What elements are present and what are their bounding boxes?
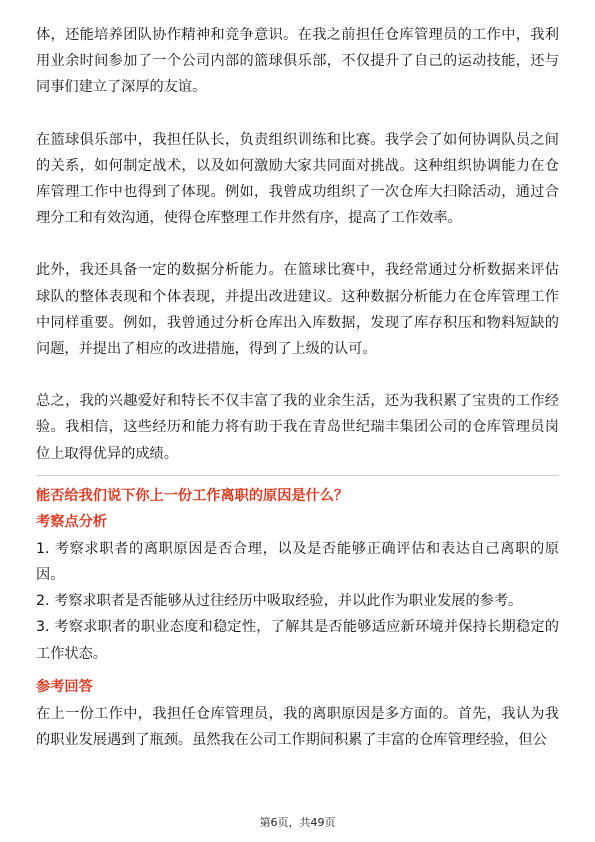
analysis-item-2: 2. 考察求职者是否能够从过往经历中吸取经验，并以此作为职业发展的参考。 bbox=[36, 593, 523, 610]
document-page bbox=[36, 22, 559, 753]
body-paragraph-1: 体，还能培养团队协作精神和竞争意识。在我之前担任仓库管理员的工作中，我利用业余时间参加了一个公司内部的篮球俱乐部，不仅提升了自己的运动技能，还与同事们建立了深厚的友谊。 bbox=[36, 27, 559, 96]
body-paragraph-4: 总之，我的兴趣爱好和特长不仅丰富了我的业余生活，还为我积累了宝贵的工作经验。我相信，这些经历和能力将有助于我在青岛世纪瑞丰集团公司的仓库管理员岗位上取得优异的成绩。 bbox=[36, 393, 559, 462]
body-paragraph-2: 在篮球俱乐部中，我担任队长，负责组织训练和比赛。我学会了如何协调队员之间的关系，如何制定战术，以及如何激励大家共同面对挑战。这种组织协调能力在仓库管理工作中也得到了体现。例如，我曾成功组织了一次仓库大扫除活动，通过合理分工和有效沟通，使得仓库整理工作井然有序，提高了工作效率。 bbox=[36, 131, 559, 227]
interview-question: 能否给我们说下你上一份工作离职的原因是什么？ bbox=[36, 487, 349, 504]
analysis-title: 考察点分析 bbox=[36, 513, 107, 530]
paragraph-gap bbox=[36, 362, 559, 388]
answer-title: 参考回答 bbox=[36, 678, 93, 695]
analysis-item-1: 1. 考察求职者的离职原因是否合理，以及是否能够正确评估和表达自己离职的原因。 bbox=[36, 540, 559, 584]
section-gap bbox=[36, 667, 559, 673]
paragraph-gap bbox=[36, 101, 559, 127]
section-divider bbox=[36, 475, 559, 476]
page-number: 第6页，共49页 bbox=[259, 816, 336, 829]
answer-text: 在上一份工作中，我担任仓库管理员，我的离职原因是多方面的。首先，我认为我的职业发展遇到了瓶颈。虽然我在公司工作期间积累了丰富的仓库管理经验，但公 bbox=[36, 705, 559, 749]
paragraph-gap bbox=[36, 231, 559, 257]
body-paragraph-3: 此外，我还具备一定的数据分析能力。在篮球比赛中，我经常通过分析数据来评估球队的整体表现和个体表现，并提出改进建议。这种数据分析能力在仓库管理工作中同样重要。例如，我曾通过分析仓库出入库数据，发现了库存积压和物料短缺的问题，并提出了相应的改进措施，得到了上级的认可。 bbox=[36, 262, 559, 358]
analysis-item-3: 3. 考察求职者的职业态度和稳定性，了解其是否能够适应新环境并保持长期稳定的工作状态。 bbox=[36, 619, 559, 662]
